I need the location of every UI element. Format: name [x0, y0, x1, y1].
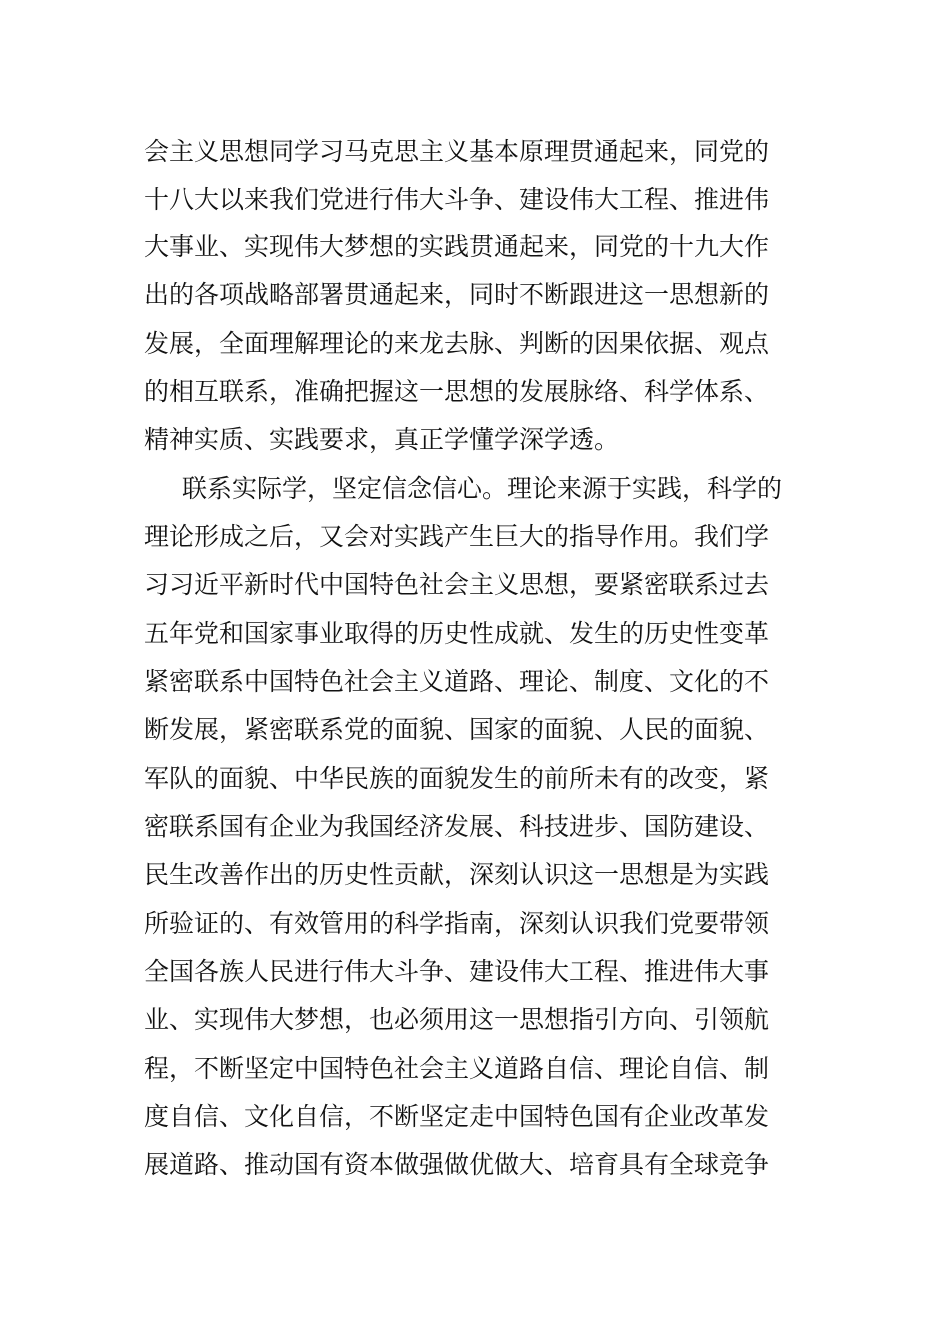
- text-line: 军队的面貌、中华民族的面貌发生的前所未有的改变，紧: [144, 764, 770, 793]
- text-line: 五年党和国家事业取得的历史性成就、发生的历史性变革: [144, 619, 770, 648]
- text-line: 精神实质、实践要求，真正学懂学深学透。: [144, 425, 620, 454]
- text-line: 展道路、推动国有资本做强做优做大、培育具有全球竞争: [144, 1150, 770, 1179]
- text-line: 全国各族人民进行伟大斗争、建设伟大工程、推进伟大事: [144, 957, 770, 986]
- text-line: 业、实现伟大梦想，也必须用这一思想指引方向、引领航: [144, 1005, 770, 1034]
- text-line: 十八大以来我们党进行伟大斗争、建设伟大工程、推进伟: [144, 185, 770, 214]
- text-line: 会主义思想同学习马克思主义基本原理贯通起来，同党的: [144, 137, 770, 166]
- text-line: 大事业、实现伟大梦想的实践贯通起来，同党的十九大作: [144, 232, 770, 261]
- text-line: 程，不断坚定中国特色社会主义道路自信、理论自信、制: [144, 1054, 770, 1083]
- text-line: 断发展，紧密联系党的面貌、国家的面貌、人民的面貌、: [144, 715, 770, 744]
- text-line: 度自信、文化自信，不断坚定走中国特色国有企业改革发: [144, 1102, 770, 1131]
- text-line: 密联系国有企业为我国经济发展、科技进步、国防建设、: [144, 812, 770, 841]
- text-line: 所验证的、有效管用的科学指南，深刻认识我们党要带领: [144, 909, 770, 938]
- text-line: 的相互联系，准确把握这一思想的发展脉络、科学体系、: [144, 377, 770, 406]
- text-line: 民生改善作出的历史性贡献，深刻认识这一思想是为实践: [144, 860, 770, 889]
- paragraph-first-line: 联系实际学，坚定信念信心。理论来源于实践，科学的: [182, 474, 783, 503]
- text-line: 理论形成之后，又会对实践产生巨大的指导作用。我们学: [144, 522, 770, 551]
- text-line: 紧密联系中国特色社会主义道路、理论、制度、文化的不: [144, 667, 770, 696]
- text-line: 出的各项战略部署贯通起来，同时不断跟进这一思想新的: [144, 280, 770, 309]
- text-line: 发展，全面理解理论的来龙去脉、判断的因果依据、观点: [144, 329, 770, 358]
- text-line: 习习近平新时代中国特色社会主义思想，要紧密联系过去: [144, 570, 770, 599]
